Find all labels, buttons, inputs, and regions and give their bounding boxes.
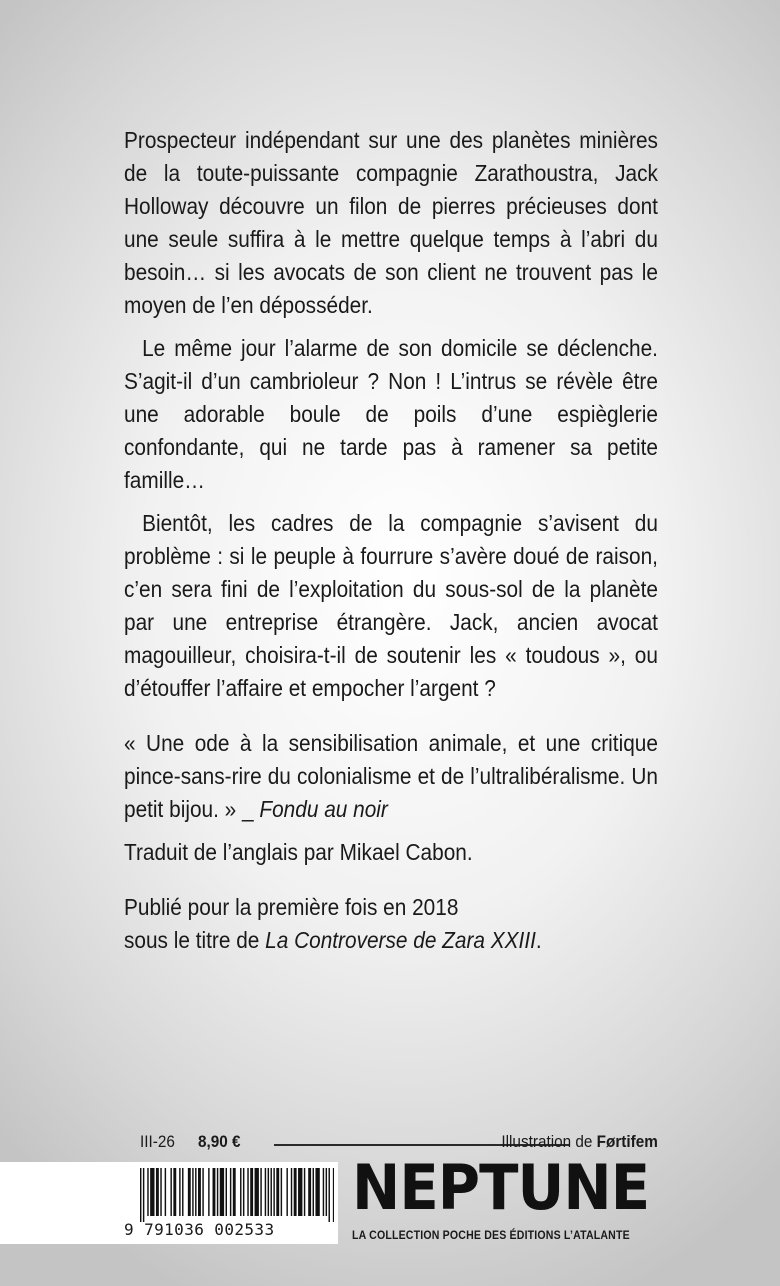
back-cover-text [124, 124, 658, 957]
barcode-bar [195, 1168, 196, 1216]
barcode-bar [208, 1168, 209, 1216]
barcode-bar [273, 1168, 274, 1216]
original-title: La Controverse de Zara XXIII [265, 927, 536, 953]
isbn-number: 9 791036 002533 [124, 1220, 275, 1239]
barcode-bar [281, 1168, 282, 1216]
barcode-bar [260, 1168, 261, 1216]
barcode-bar [143, 1168, 144, 1222]
barcode-bar [202, 1168, 203, 1216]
review-quote-text: « Une ode à la sensibilisation animale, et une critique pince-sans-rire du colonialisme et de l’ultralibéralisme. Un petit bijou. » [124, 730, 658, 822]
barcode-bar [333, 1168, 334, 1222]
barcode-bar [313, 1168, 314, 1216]
barcode-bar [304, 1168, 305, 1216]
neptune-logo: NEPTUNE [352, 1151, 650, 1224]
barcode-bar [323, 1168, 324, 1216]
collection-tagline: LA COLLECTION POCHE DES ÉDITIONS L’ATALANTE [352, 1228, 630, 1242]
barcode-bar [140, 1168, 141, 1222]
barcode-bar [276, 1168, 279, 1216]
barcode-bar [147, 1168, 148, 1216]
barcode-bar [250, 1168, 253, 1216]
barcode-bar [326, 1168, 327, 1216]
barcode-bar [233, 1168, 236, 1216]
barcode-bar [220, 1168, 224, 1216]
barcode-bar [179, 1168, 180, 1216]
barcode-bar [329, 1168, 330, 1222]
blurb-paragraph-1: Prospecteur indépendant sur une des planètes minières de la toute-puissante compagnie Zarathoustra, Jack Holloway découvre un filon de pierres précieuses dont une seule suffira à le mettre quelque temps à l’abri du besoin… si les avocats de son client ne trouvent pas le moyen de l’en déposséder. [124, 127, 658, 318]
barcode-bar [243, 1168, 244, 1216]
review-dash: _ [242, 796, 260, 822]
publication-prefix: sous le titre de [124, 927, 266, 953]
barcode-bar [165, 1168, 166, 1216]
barcode-bar [294, 1168, 297, 1216]
blurb-paragraph-3: Bientôt, les cadres de la compagnie s’avisent du problème : si le peuple à fourrure s’avère doué de raison, c’en sera fini de l’exploitation du sous-sol de la planète par une entreprise étrangère. Jack, ancien avocat magouilleur, choisira-t-il de soutenir les « toudous », ou d’étouffer l’affaire et empocher l’argent ? [124, 510, 658, 701]
barcode-bar [268, 1168, 269, 1216]
barcode-bar [271, 1168, 272, 1216]
barcode-bar [286, 1168, 287, 1216]
blurb-paragraph-2: Le même jour l’alarme de son domicile se déclenche. S’agit-il d’un cambrioleur ? Non ! L’intrus se révèle être une adorable boule de poils d’une espièglerie confondante, qui ne tarde pas à ramener sa petite famille… [124, 335, 658, 493]
publication-line-2 [124, 924, 658, 957]
barcode-bar [188, 1168, 191, 1216]
barcode-bar [240, 1168, 241, 1216]
barcode-bar [192, 1168, 193, 1216]
barcode-bar [160, 1168, 161, 1216]
barcode-bar [198, 1168, 201, 1216]
translator-credit: Traduit de l’anglais par Mikael Cabon. [124, 839, 473, 865]
barcode-bar [291, 1168, 292, 1216]
series-code: III-26 [140, 1132, 175, 1151]
illustrator-name: Førtifem [596, 1132, 658, 1151]
barcode-bar [170, 1168, 171, 1216]
barcode-bar [308, 1168, 311, 1216]
barcode-bar [213, 1168, 216, 1216]
price: 8,90 € [198, 1132, 241, 1151]
barcode-bar [247, 1168, 248, 1216]
publication-line-1: Publié pour la première fois en 2018 [124, 894, 459, 920]
barcode-bar [173, 1168, 176, 1216]
barcode-bars [140, 1168, 334, 1222]
barcode-bar [315, 1168, 319, 1216]
publication-suffix: . [535, 927, 542, 953]
barcode-bar [217, 1168, 218, 1216]
review-source: Fondu au noir [259, 796, 388, 822]
barcode-bar [265, 1168, 266, 1216]
barcode-bar [230, 1168, 231, 1216]
barcode-bar [226, 1168, 227, 1216]
review-quote [124, 727, 658, 826]
barcode-bar [150, 1168, 154, 1216]
illustration-credit [502, 1132, 658, 1152]
illustration-prefix: Illustration de [501, 1132, 597, 1151]
barcode-bar [156, 1168, 159, 1216]
barcode-bar [255, 1168, 259, 1216]
barcode-bar [182, 1168, 183, 1216]
barcode-bar [298, 1168, 302, 1216]
